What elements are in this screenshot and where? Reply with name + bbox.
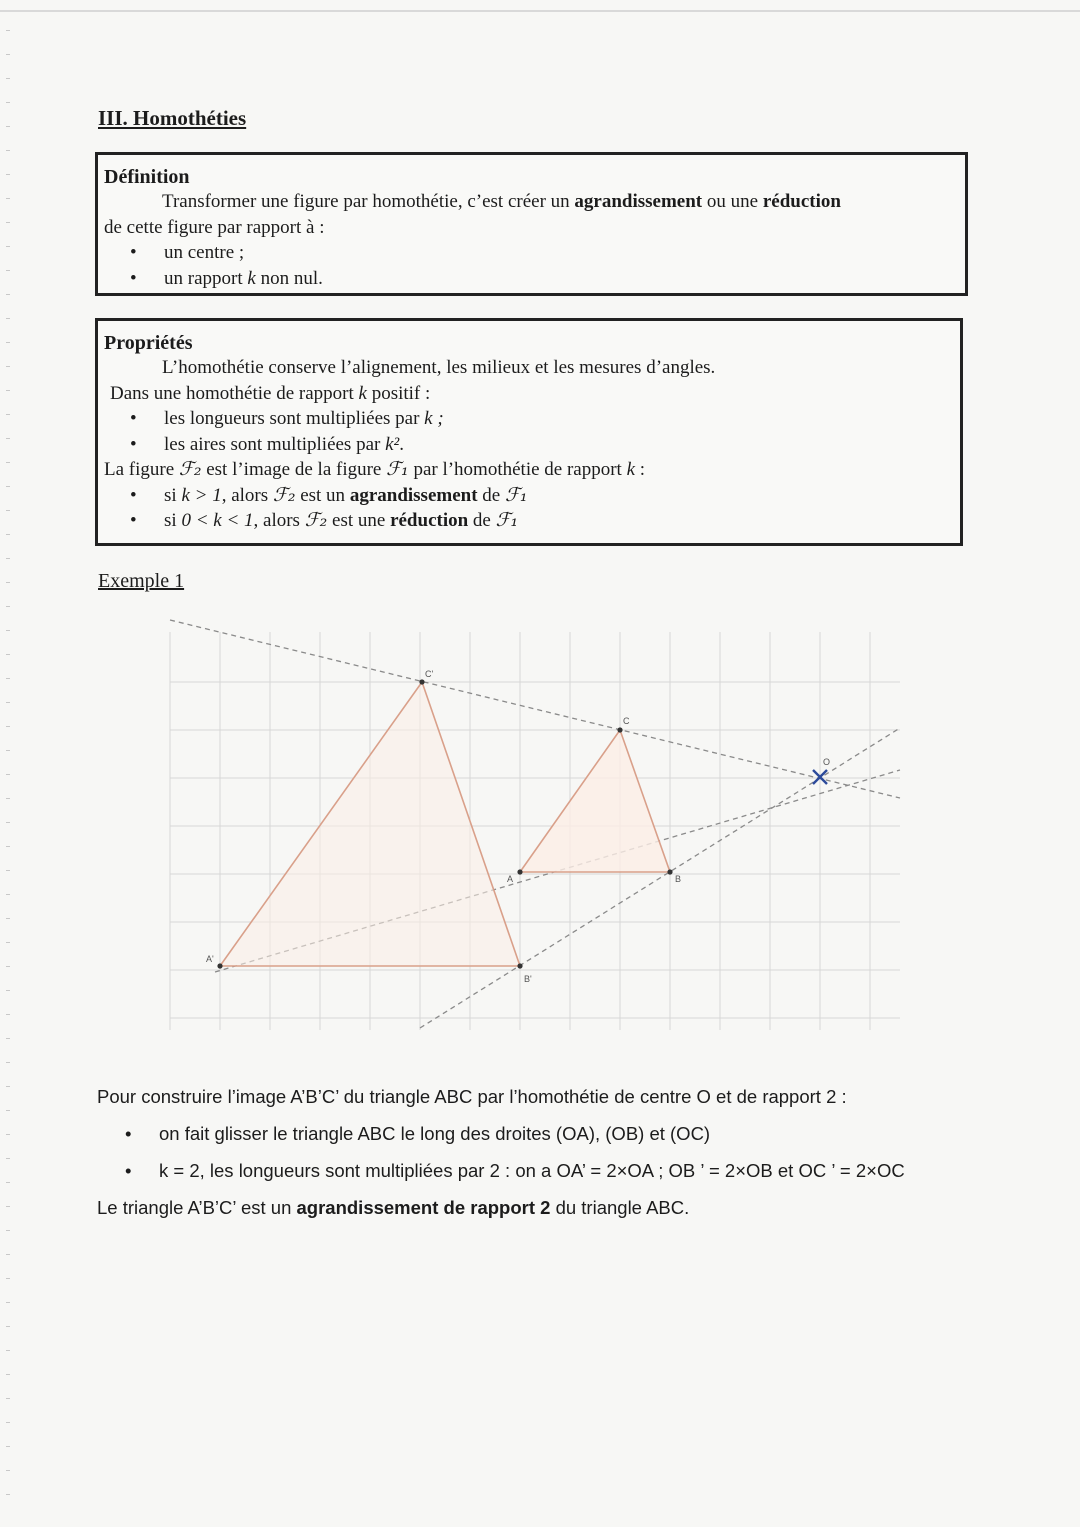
text: par l’homothétie de rapport xyxy=(408,459,627,480)
properties-figure-line xyxy=(104,457,952,483)
point-c xyxy=(617,727,622,732)
label-o: O xyxy=(823,757,831,767)
text: , alors xyxy=(253,510,305,531)
properties-cases xyxy=(104,483,952,534)
list-item-text: non nul. xyxy=(255,267,323,289)
list-item xyxy=(104,432,952,458)
text: ; xyxy=(432,408,444,429)
point-a xyxy=(517,869,522,874)
properties-heading: Propriétés xyxy=(104,332,193,354)
conclusion xyxy=(97,1078,997,1226)
bullet-icon: • xyxy=(130,510,137,531)
label-c: C xyxy=(623,716,630,726)
bold-text: réduction xyxy=(390,510,469,531)
bold-text: agrandissement de rapport 2 xyxy=(296,1197,551,1218)
definition-heading: Définition xyxy=(104,166,190,188)
text: du triangle ABC. xyxy=(550,1197,690,1218)
bullet-icon: • xyxy=(130,408,137,429)
definition-text: ou une xyxy=(702,191,763,212)
grid xyxy=(170,632,900,1030)
list-item xyxy=(97,1152,997,1189)
point-a-prime xyxy=(217,963,222,968)
text: : xyxy=(635,459,646,480)
list-item-text: un centre ; xyxy=(164,242,245,263)
variable-k-squared: k² xyxy=(385,433,400,455)
conclusion-intro: Pour construire l’image A’B’C’ du triangle ABC par l’homothétie de centre O et de rapport 2 : xyxy=(97,1086,847,1107)
label-b-prime: B' xyxy=(524,974,532,984)
text: si xyxy=(164,484,182,506)
point-b xyxy=(667,869,672,874)
line-oc xyxy=(170,620,900,798)
condition: 0 < k < 1 xyxy=(181,510,254,531)
properties-list xyxy=(104,406,952,457)
definition-line-1 xyxy=(104,189,957,215)
text: Le triangle A’B’C’ est un xyxy=(97,1197,297,1218)
list-item xyxy=(104,406,952,432)
bullet-icon: • xyxy=(130,484,137,506)
text: si xyxy=(164,510,182,531)
conclusion-list xyxy=(97,1115,997,1189)
list-item xyxy=(97,1115,997,1152)
text: , alors xyxy=(221,484,273,506)
properties-line-2 xyxy=(104,381,952,407)
variable-k: k xyxy=(247,267,256,289)
list-item xyxy=(104,240,957,266)
condition: k > 1 xyxy=(181,484,222,506)
figure-f2-symbol: ℱ₂ xyxy=(272,483,296,506)
text: . xyxy=(399,433,404,455)
figure-f2-symbol: ℱ₂ xyxy=(304,509,328,531)
homothety-figure xyxy=(160,610,910,1040)
list-item-text: on fait glisser le triangle ABC le long des droites (OA), (OB) et (OC) xyxy=(159,1123,711,1144)
section-title: III. Homothéties xyxy=(98,106,247,130)
properties-line-1: L’homothétie conserve l’alignement, les milieux et les mesures d’angles. xyxy=(162,357,716,378)
definition-box xyxy=(95,152,968,296)
conclusion-final xyxy=(97,1189,997,1226)
text: Dans une homothétie de rapport xyxy=(110,382,359,404)
definition-list xyxy=(104,240,957,291)
bullet-icon: • xyxy=(130,242,137,263)
list-item-text: un rapport xyxy=(164,267,248,289)
figure-f2-symbol: ℱ₂ xyxy=(178,458,202,480)
top-rule xyxy=(0,10,1080,12)
figure-f1-symbol: ℱ₁ xyxy=(386,458,409,480)
properties-box xyxy=(95,318,963,546)
definition-bold-agrandissement: agrandissement xyxy=(574,191,703,212)
bullet-icon: • xyxy=(130,433,137,455)
text: de xyxy=(468,510,496,531)
text: les aires sont multipliées par xyxy=(164,433,386,455)
label-a-prime: A' xyxy=(206,954,214,964)
list-item xyxy=(104,483,952,509)
text: positif : xyxy=(366,382,431,404)
label-a: A xyxy=(507,874,514,884)
triangle-abc xyxy=(520,730,670,872)
point-b-prime xyxy=(517,963,522,968)
text: de xyxy=(477,484,505,506)
definition-bold-reduction: réduction xyxy=(762,191,841,212)
text: La figure xyxy=(104,459,179,480)
text: les longueurs sont multipliées par xyxy=(164,408,425,429)
figure-f1-symbol: ℱ₁ xyxy=(495,509,519,531)
line-ob xyxy=(420,728,900,1028)
bullet-icon: • xyxy=(125,1160,132,1181)
variable-k: k xyxy=(626,459,636,480)
bullet-icon: • xyxy=(125,1123,132,1144)
point-c-prime xyxy=(419,679,424,684)
list-item-text: k = 2, les longueurs sont multipliées par 2 : on a OA’ = 2×OA ; OB ’ = 2×OB et OC ’ = 2×OC xyxy=(159,1160,905,1181)
variable-k: k xyxy=(424,408,433,429)
bullet-icon: • xyxy=(130,267,137,289)
bold-text: agrandissement xyxy=(349,484,478,506)
label-b: B xyxy=(675,874,682,884)
variable-k: k xyxy=(358,382,367,404)
margin-ticks xyxy=(6,30,10,1500)
example-label: Exemple 1 xyxy=(98,570,185,592)
text: est une xyxy=(327,510,391,531)
label-c-prime: C' xyxy=(425,669,434,679)
definition-text: Transformer une figure par homothétie, c’est créer un xyxy=(162,191,575,212)
text: est un xyxy=(295,484,350,506)
list-item xyxy=(104,508,952,534)
definition-line-2: de cette figure par rapport à : xyxy=(104,216,325,238)
list-item xyxy=(104,266,957,292)
figure-f1-symbol: ℱ₁ xyxy=(504,483,528,506)
text: est l’image de la figure xyxy=(201,459,387,480)
